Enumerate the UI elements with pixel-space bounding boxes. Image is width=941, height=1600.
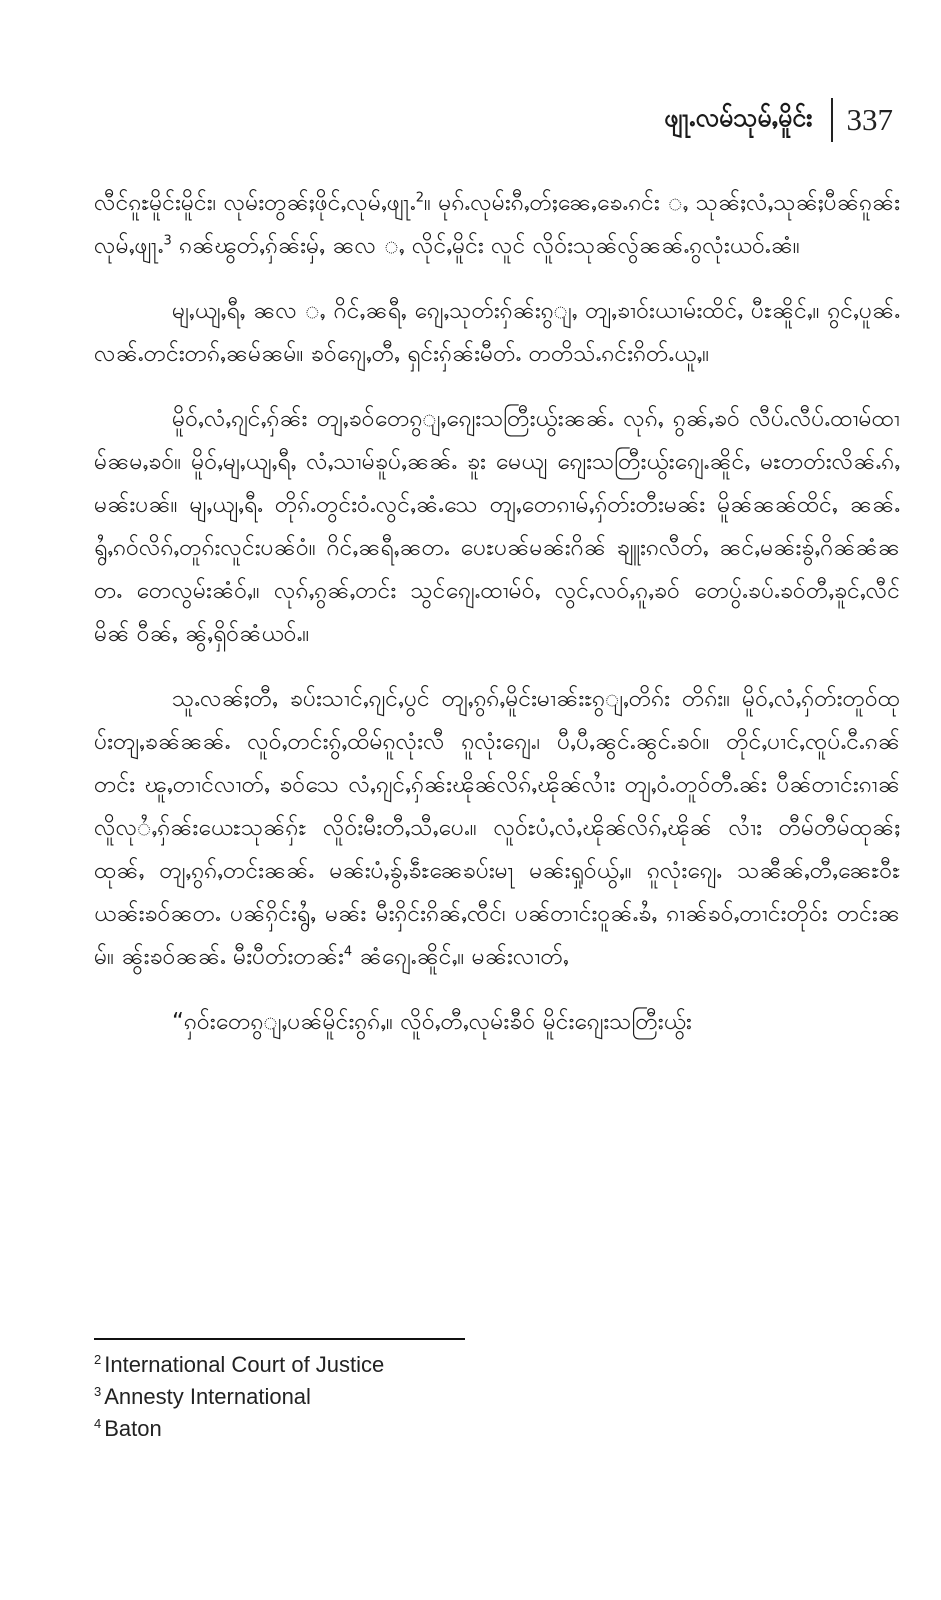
paragraph-4-text: သူႉလၼ်ႈတီႇ ၶပ်းသၢင်ႇၵျင်ႇပွင် တျႇၵွၵ်ႇမိူင်းမၢၼ်းႊၵွျႇတိၵ်း တိၵ်း။ မိူဝ်ႇလံႇၵှ်တ်းတူဝ်ထုပ်းတျႇၶၼ်ၼၼ်ႉ လူဝ်ႇတင်းၵွ်ႇထိမ်ၵူလုံးလီ ၵူလုံးၵျေႉ၊ ပီႇပီႇၼွင်ႉၼွင်ႉၶဝ်။ တိုင်ႇပၢင်ႇၸူပ်ႉငီႉၵၼ်တင်း ၽူႇတၢင်လၢတ်ႇ ၶဝ်သေ လံႇၵျင်ႇၵှ်ၼ်းၽိုၼ်လိၵ်ႇၽိုၼ်လၢႆး တျႇဝံႉတူဝ်တီႉၼ်း ပီၼ်တၢင်းၵၢၼ် လိူလုႆႇၵှ်ၼ်းယေႊသုၼ်ၵှ်ႊ လိူဝ်းမီးတီႇသီႇပေႉ။ လူဝ်ႊပံႇလံႇၽိုၼ်လိၵ်ႇၽိုၼ် လၢႆး တီမ်တီမ်ထုၼ်ႈထုၼ်ႇ တျႇၵွၵ်ႇတင်းၼၼ်ႉ မၼ်းပံႇၶွ်ႇၶဵႊၼေၶပ်းမႃ မၼ်းရှုဝ်ယွ်ႇ။ ၵူလုံးၵျေႉ သၼီၼ်ႇတီႇၼေႊဝီႊယၼ်းၶဝ်ၼတႉ ပၼ်ၵှိင်းရွႆႇ မၼ်း မီးၵှိင်းၵိၼ်ႇၸီင်၊ ပၼ်တၢင်းဝူၼ်ႉၶႆႇ ၵၢၼ်ၶဝ်ႇတၢင်းတိုဝ်း တင်းၼမ်။ ၼွ်းၶဝ်ၼၼ်ႉ မီးပီတ်းတၼ်း (94, 686, 900, 970)
paragraph-5: “ၵှဝ်းတေၵွျႇပၼ်မိူင်းၵွၵ်ႇ။ လိူဝ်ႇတီႇလုမ်းၶီဝ် မိူင်းၵျေးသတြီးယွ်း (172, 1009, 692, 1035)
footnote-2 (94, 1349, 854, 1381)
paragraph-1 (94, 182, 900, 268)
paragraph-4 (94, 678, 900, 979)
page-number: 337 (846, 102, 893, 137)
paragraph-2: မျႇယျႇရီႇ ၼလ ႇ ဂိင်ႇၼရီႇ ၵျေႇသုတ်းၵှ်ၼ်းၵွျႇ တျႇၶၢဝ်းယၢမ်းထိင်ႇ ပီႊၼိူင်ႇ။ ၵွင်ႇပူၼ်ႉလၼ်ႉတင်းတၵ်ႇၼမ်ၼမ်။ ၶဝ်ၵျေႇတီႇ ရှင်းၵှ်ၼ်းမီတ်ႉ တတိသ်ႉၵင်းၵိတ်ႉယူႇ။ (94, 298, 900, 367)
footnotes (94, 1349, 854, 1445)
running-head (664, 92, 893, 148)
footnote-mark: 4 (94, 1415, 102, 1431)
paragraph-1-text-b: ။ မုၵ်ႉလုမ်းၵီႇတ်ႈၼေႇၶေႉၵင်း ႇ သုၼ်ႈလံႇသုၼ်ႈပီၼ်ၵူၼ်းလုမ်ႇဖျႃႉ (94, 190, 900, 259)
footnote-mark: 3 (94, 1383, 102, 1399)
footnote-text: International Court of Justice (104, 1352, 385, 1377)
header-divider (831, 98, 833, 142)
footnote-4 (94, 1413, 854, 1445)
footnote-ref-4: 4 (343, 944, 353, 960)
body-text (94, 182, 900, 1066)
footnote-mark: 2 (94, 1351, 102, 1367)
paragraph-1-text-c: ၵၼ်ၽွတ်ႇၵှ်ၼ်းမှ်ႇ ၼလ ႇ လိုင်ႇမိူင်း လူင် လိူဝ်းသုၼ်လွ်ၼၼ်ႉၵွလုံးယဝ်ႉၼံ။ (171, 233, 800, 259)
paragraph-3: မိူဝ်ႇလံႇၵျင်ႇၵှ်ၼ်း တျႇၶဝ်တေၵွျႇၵျေးသတြီးယွ်းၼၼ်ႉ လုၵ်ႇ ၵွၼ်ႇၶဝ် လီပ်ႉလီပ်ႉထၢမ်ထၢမ်ၼမႇၶဝ်။ မိူဝ်ႇမျႇယျႇရီႇ လံႇသၢမ်ၶူပ်ႇၼၼ်ႉ ၶူး မေယျ ၵျေးသတြီးယွ်းၵျေႉၼိူင်ႇ မႊတတ်းလိၼ်ႉၵ်ႇမၼ်းပၼ်။ မျႇယျႇရီႉ တိုၵ်ႉတွင်းဝံႉလွင်ႇၼံႉသေ တျႇတေၵၢမ်ႇၵှ်တ်းတီးမၼ်း မိူၼ်ၼၼ်ထိင်ႇ ၼၼ်ႉ ရွႆႇၵဝ်လိၵ်ႇတူၵ်းလူင်းပၼ်ဝံ။ ဂိင်ႇၼရီႇၼတႉ ပေႊပၼ်မၼ်းဂိၼ် ၶျူးၵလီတ်ႇ ၼင်ႇမၼ်းၶွ်ႇဂိၼ်ၼံၼတႉ တေလွမ်းၼံဝ်ႇ။ လုၵ်ႇၵွၼ်ႇတင်း သွင်ၵျေႉထၢမ်ဝ်ႇ လွင်ႇလဝ်ႇၵူႇၶဝ် တေပွ်ႉၶပ်ႉၶဝ်တီႇၶူင်ႇလီင်မိၼ် ဝီၼ်ႇ ၼွ်ႇရှိဝ်ၼံယဝ်ႉ။ (94, 406, 900, 647)
footnote-ref-2: 2 (415, 190, 424, 206)
footnote-ref-3: 3 (163, 233, 172, 249)
footnote-text: Annesty International (104, 1384, 311, 1409)
paragraph-1-text-a: လီင်ၵူႊမိူင်းမိူင်း၊ လုမ်းတွၼ်ႈဖိုင်ႇလုမ်ႇဖျႃႉ (94, 190, 416, 216)
footnote-divider (94, 1338, 465, 1340)
footnote-text: Baton (104, 1416, 162, 1441)
running-title: ဖျႃႉလမ်သုမ်ႇမိူင်း (664, 102, 813, 132)
paragraph-4-tail: ၼံၵျေႉၼိူင်ႇ။ မၼ်းလၢတ်ႇ (352, 944, 569, 970)
footnote-3 (94, 1381, 854, 1413)
